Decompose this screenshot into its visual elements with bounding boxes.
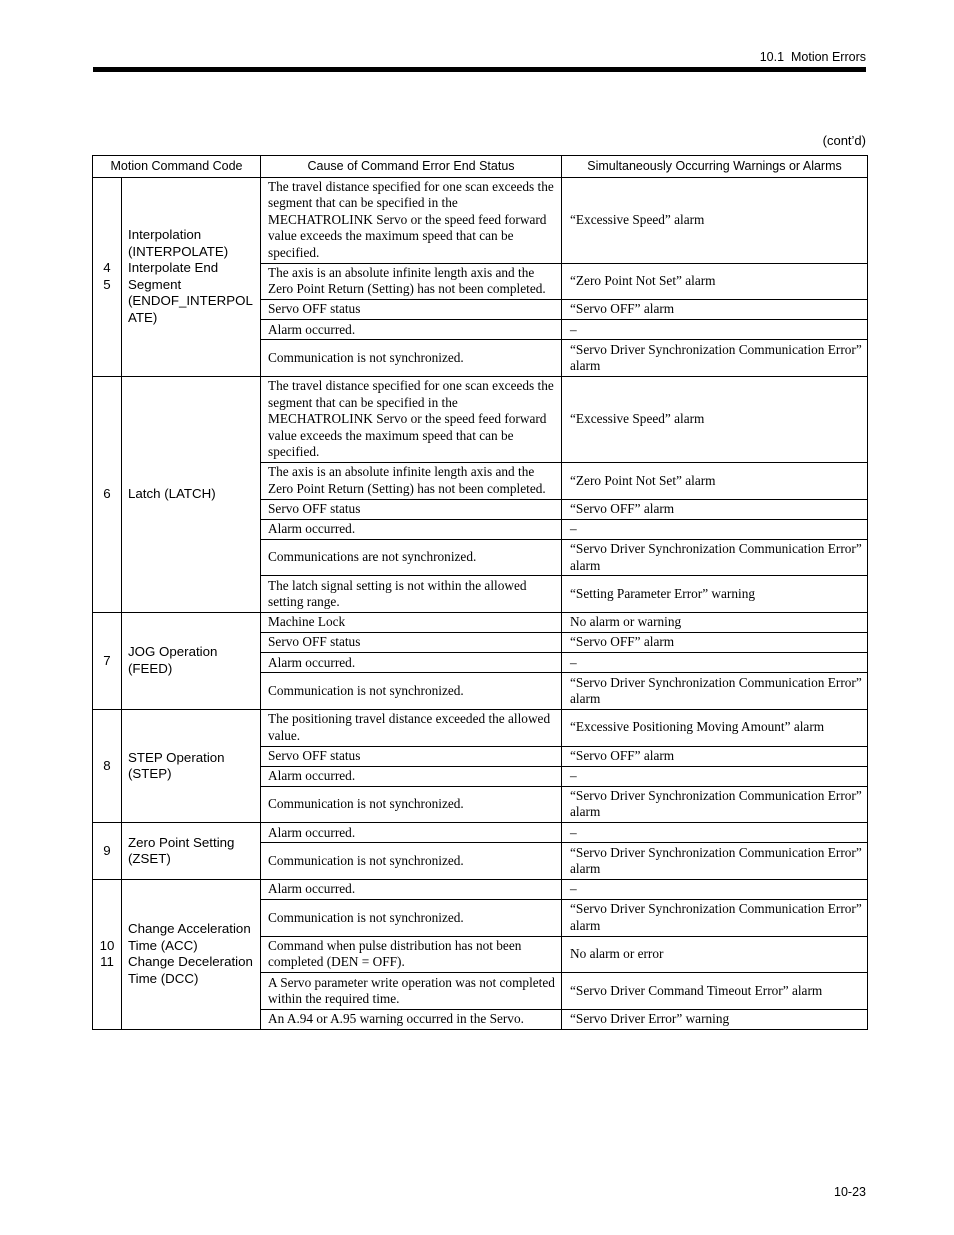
command-name-cell	[122, 709, 261, 822]
command-code-number: 7	[103, 652, 111, 668]
cause-line: Alarm occurred.	[268, 654, 356, 670]
warning-alarm-cell	[562, 633, 868, 653]
command-name-line: Time (DCC)	[128, 970, 199, 986]
cause-cell	[261, 1009, 562, 1029]
command-name-line: Change Deceleration	[128, 954, 253, 970]
warning-alarm-cell	[562, 177, 868, 263]
table-header-row	[93, 156, 868, 178]
command-name-cell	[122, 879, 261, 1029]
command-name-line: (ZSET)	[128, 851, 171, 867]
column-header-motion-command-code: Motion Command Code	[93, 156, 261, 178]
cause-line: Communication is not synchronized.	[268, 682, 464, 698]
command-name-line: (STEP)	[128, 766, 172, 782]
warning-alarm-cell	[562, 653, 868, 673]
cause-line: Command when pulse distribution has not been	[268, 937, 522, 953]
cause-line: value.	[268, 727, 301, 743]
warning-alarm-cell	[562, 519, 868, 539]
command-name-cell	[122, 823, 261, 880]
warning-alarm-line: –	[570, 767, 577, 783]
warning-alarm-cell	[562, 786, 868, 823]
table-row	[93, 709, 868, 746]
command-name-line: Interpolation	[128, 227, 202, 243]
warning-alarm-cell	[562, 900, 868, 937]
cause-line: value exceeds the maximum speed that can be	[268, 427, 514, 443]
cause-line: Zero Point Return (Setting) has not been completed.	[268, 480, 546, 496]
command-name-cell	[122, 613, 261, 710]
warning-alarm-cell	[562, 576, 868, 613]
cause-cell	[261, 973, 562, 1010]
warning-alarm-line: “Zero Point Not Set” alarm	[570, 472, 716, 488]
command-code-cell	[93, 177, 122, 376]
cause-line: The axis is an absolute infinite length axis and the	[268, 464, 535, 480]
cause-cell	[261, 709, 562, 746]
warning-alarm-line: alarm	[570, 861, 601, 877]
cause-line: An A.94 or A.95 warning occurred in the Servo.	[268, 1011, 524, 1027]
warning-alarm-line: alarm	[570, 917, 601, 933]
command-code-number: 5	[103, 276, 111, 292]
cause-cell	[261, 539, 562, 576]
warning-alarm-cell	[562, 973, 868, 1010]
cause-cell	[261, 263, 562, 300]
command-name-line: ATE)	[128, 309, 158, 325]
command-name-cell	[122, 177, 261, 376]
cause-cell	[261, 879, 562, 899]
cause-cell	[261, 300, 562, 320]
table-header	[93, 156, 868, 178]
cause-line: Communication is not synchronized.	[268, 796, 464, 812]
cause-line: segment that can be specified in the	[268, 195, 458, 211]
warning-alarm-cell	[562, 766, 868, 786]
warning-alarm-cell	[562, 843, 868, 880]
cause-line: Servo OFF status	[268, 500, 361, 516]
cause-cell	[261, 843, 562, 880]
warning-alarm-cell	[562, 320, 868, 340]
cause-cell	[261, 376, 562, 462]
command-code-number: 10	[99, 937, 115, 953]
cause-line: Alarm occurred.	[268, 767, 356, 783]
warning-alarm-line: –	[570, 654, 577, 670]
table-row	[93, 879, 868, 899]
cause-line: specified.	[268, 444, 320, 460]
warning-alarm-line: “Excessive Speed” alarm	[570, 411, 705, 427]
warning-alarm-line: –	[570, 521, 577, 537]
command-name-line: (FEED)	[128, 660, 173, 676]
cause-line: The travel distance specified for one scan exceeds the	[268, 378, 554, 394]
warning-alarm-line: alarm	[570, 358, 601, 374]
warning-alarm-line: –	[570, 881, 577, 897]
warning-alarm-cell	[562, 746, 868, 766]
command-name-line: Interpolate End	[128, 260, 219, 276]
command-code-number: 4	[103, 260, 111, 276]
warning-alarm-line: “Excessive Positioning Moving Amount” alarm	[570, 719, 825, 735]
cause-cell	[261, 786, 562, 823]
column-header-warnings-alarms: Simultaneously Occurring Warnings or Alarms	[562, 156, 868, 178]
warning-alarm-line: “Zero Point Not Set” alarm	[570, 273, 716, 289]
warning-alarm-cell	[562, 673, 868, 710]
warning-alarm-cell	[562, 879, 868, 899]
table-row	[93, 177, 868, 263]
warning-alarm-cell	[562, 340, 868, 377]
cause-cell	[261, 673, 562, 710]
warning-alarm-cell	[562, 300, 868, 320]
cause-line: The positioning travel distance exceeded the allowed	[268, 711, 551, 727]
cause-line: Alarm occurred.	[268, 321, 356, 337]
cause-line: Communications are not synchronized.	[268, 549, 477, 565]
cause-cell	[261, 576, 562, 613]
warning-alarm-line: “Excessive Speed” alarm	[570, 211, 705, 227]
error-table-body	[93, 177, 868, 1029]
command-name-cell	[122, 376, 261, 612]
warning-alarm-line: “Setting Parameter Error” warning	[570, 585, 755, 601]
command-code-cell	[93, 879, 122, 1029]
warning-alarm-line: No alarm or error	[570, 946, 664, 962]
warning-alarm-line: “Servo OFF” alarm	[570, 301, 675, 317]
table-row	[93, 376, 868, 462]
command-code-cell	[93, 613, 122, 710]
warning-alarm-line: –	[570, 321, 577, 337]
warning-alarm-line: alarm	[570, 557, 601, 573]
warning-alarm-line: alarm	[570, 804, 601, 820]
cause-line: Communication is not synchronized.	[268, 852, 464, 868]
cause-line: within the required time.	[268, 991, 400, 1007]
cause-cell	[261, 746, 562, 766]
table-row	[93, 613, 868, 633]
cause-cell	[261, 633, 562, 653]
cause-cell	[261, 613, 562, 633]
command-name-line: JOG Operation	[128, 644, 218, 660]
command-name-line: Time (ACC)	[128, 937, 198, 953]
cause-line: Communication is not synchronized.	[268, 349, 464, 365]
command-name-line: Segment	[128, 276, 182, 292]
command-code-number: 8	[103, 757, 111, 773]
warning-alarm-line: “Servo Driver Synchronization Communication Error”	[570, 341, 862, 357]
cause-line: segment that can be specified in the	[268, 394, 458, 410]
warning-alarm-line: –	[570, 824, 577, 840]
command-name-line: Zero Point Setting	[128, 834, 235, 850]
cause-cell	[261, 936, 562, 973]
cause-cell	[261, 823, 562, 843]
cause-line: Alarm occurred.	[268, 521, 356, 537]
warning-alarm-cell	[562, 613, 868, 633]
cause-cell	[261, 766, 562, 786]
cause-line: setting range.	[268, 594, 340, 610]
cause-line: The latch signal setting is not within the allowed	[268, 577, 527, 593]
warning-alarm-cell	[562, 539, 868, 576]
warning-alarm-line: alarm	[570, 691, 601, 707]
cause-cell	[261, 463, 562, 500]
table-row	[93, 823, 868, 843]
cause-line: The axis is an absolute infinite length axis and the	[268, 264, 535, 280]
warning-alarm-line: “Servo Driver Command Timeout Error” alarm	[570, 982, 823, 998]
warning-alarm-line: “Servo OFF” alarm	[570, 747, 675, 763]
command-code-cell	[93, 709, 122, 822]
warning-alarm-cell	[562, 376, 868, 462]
warning-alarm-cell	[562, 263, 868, 300]
warning-alarm-line: “Servo Driver Synchronization Communication Error”	[570, 674, 862, 690]
warning-alarm-line: “Servo Driver Synchronization Communication Error”	[570, 541, 862, 557]
cause-line: MECHATROLINK Servo or the speed feed forward	[268, 211, 547, 227]
cause-cell	[261, 519, 562, 539]
warning-alarm-cell	[562, 499, 868, 519]
cause-line: Servo OFF status	[268, 301, 361, 317]
command-name-line: STEP Operation	[128, 749, 225, 765]
cause-line: Alarm occurred.	[268, 824, 356, 840]
column-header-cause: Cause of Command Error End Status	[261, 156, 562, 178]
cause-line: Machine Lock	[268, 614, 346, 630]
continued-label: (cont’d)	[822, 133, 866, 148]
warning-alarm-line: “Servo OFF” alarm	[570, 634, 675, 650]
cause-line: Alarm occurred.	[268, 881, 356, 897]
command-code-cell	[93, 823, 122, 880]
cause-cell	[261, 320, 562, 340]
command-name-line: (INTERPOLATE)	[128, 243, 229, 259]
command-code-cell	[93, 376, 122, 612]
warning-alarm-line: “Servo Driver Synchronization Communication Error”	[570, 901, 862, 917]
motion-error-table	[92, 155, 868, 1030]
cause-line: Servo OFF status	[268, 634, 361, 650]
running-head-section-title: 10.1 Motion Errors	[759, 50, 866, 64]
cause-cell	[261, 653, 562, 673]
cause-line: completed (DEN = OFF).	[268, 954, 405, 970]
command-code-number: 11	[100, 954, 114, 970]
header-rule	[93, 67, 866, 72]
warning-alarm-line: “Servo OFF” alarm	[570, 500, 675, 516]
cause-line: Servo OFF status	[268, 747, 361, 763]
cause-cell	[261, 177, 562, 263]
command-code-number: 6	[103, 486, 111, 502]
command-name-line: Latch (LATCH)	[128, 486, 216, 502]
command-code-number: 9	[103, 842, 111, 858]
cause-line: specified.	[268, 244, 320, 260]
cause-line: A Servo parameter write operation was not completed	[268, 974, 555, 990]
warning-alarm-cell	[562, 463, 868, 500]
cause-cell	[261, 900, 562, 937]
warning-alarm-line: “Servo Driver Error” warning	[570, 1011, 730, 1027]
page-number: 10-23	[834, 1185, 866, 1199]
warning-alarm-line: “Servo Driver Synchronization Communication Error”	[570, 787, 862, 803]
warning-alarm-cell	[562, 823, 868, 843]
cause-line: Zero Point Return (Setting) has not been completed.	[268, 281, 546, 297]
cause-line: Communication is not synchronized.	[268, 909, 464, 925]
warning-alarm-cell	[562, 936, 868, 973]
warning-alarm-cell	[562, 709, 868, 746]
cause-cell	[261, 499, 562, 519]
cause-cell	[261, 340, 562, 377]
cause-line: MECHATROLINK Servo or the speed feed forward	[268, 411, 547, 427]
cause-line: The travel distance specified for one scan exceeds the	[268, 178, 554, 194]
warning-alarm-line: “Servo Driver Synchronization Communication Error”	[570, 844, 862, 860]
command-name-line: (ENDOF_INTERPOL	[128, 293, 253, 309]
warning-alarm-cell	[562, 1009, 868, 1029]
command-name-line: Change Acceleration	[128, 921, 251, 937]
cause-line: value exceeds the maximum speed that can be	[268, 228, 514, 244]
warning-alarm-line: No alarm or warning	[570, 614, 682, 630]
